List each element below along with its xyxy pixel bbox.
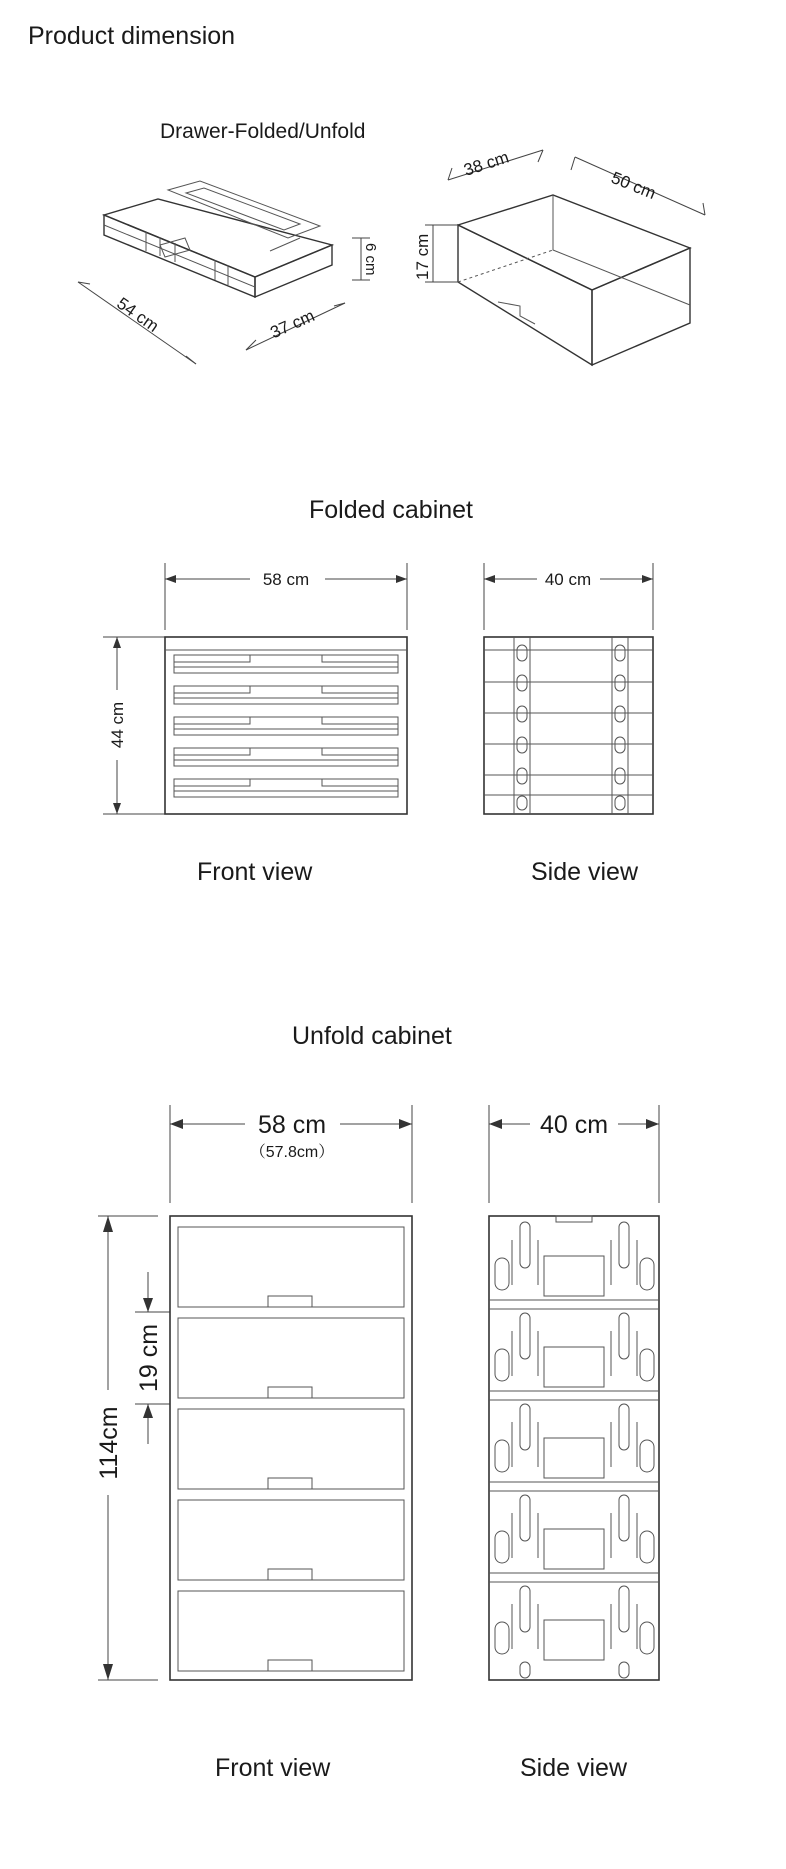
folded-width-label: 37 cm bbox=[267, 306, 318, 343]
drawer-section-title: Drawer-Folded/Unfold bbox=[160, 120, 366, 143]
unfold-side-view bbox=[489, 1216, 659, 1680]
folded-front-width-label: 58 cm bbox=[262, 570, 310, 589]
unfold-front-width-label: 58 cm bbox=[257, 1111, 327, 1139]
unfold-front-height-label: 114cm bbox=[95, 1406, 123, 1480]
folded-side-width-label: 40 cm bbox=[544, 570, 592, 589]
unfold-front-width-exact-label: （57.8cm） bbox=[249, 1144, 335, 1161]
folded-front-caption: Front view bbox=[197, 858, 313, 886]
folded-front-height-label: 44 cm bbox=[108, 701, 127, 749]
folded-side-caption: Side view bbox=[531, 858, 638, 886]
unfolded-depth-label: 50 cm bbox=[608, 168, 659, 204]
folded-length-label: 54 cm bbox=[113, 293, 163, 336]
folded-height-label: 6 cm bbox=[362, 243, 379, 276]
unfold-front-view bbox=[170, 1216, 412, 1680]
page-title: Product dimension bbox=[28, 22, 236, 50]
unfolded-width-label: 38 cm bbox=[461, 147, 512, 180]
folded-cabinet-title: Folded cabinet bbox=[309, 496, 474, 524]
unfold-drawer-height-label: 19 cm bbox=[135, 1323, 163, 1393]
unfold-side-caption: Side view bbox=[520, 1754, 627, 1782]
unfold-cabinet-title: Unfold cabinet bbox=[292, 1022, 452, 1050]
unfold-side-width-label: 40 cm bbox=[539, 1111, 609, 1139]
unfolded-height-label: 17 cm bbox=[413, 233, 432, 280]
unfold-front-caption: Front view bbox=[215, 1754, 331, 1782]
